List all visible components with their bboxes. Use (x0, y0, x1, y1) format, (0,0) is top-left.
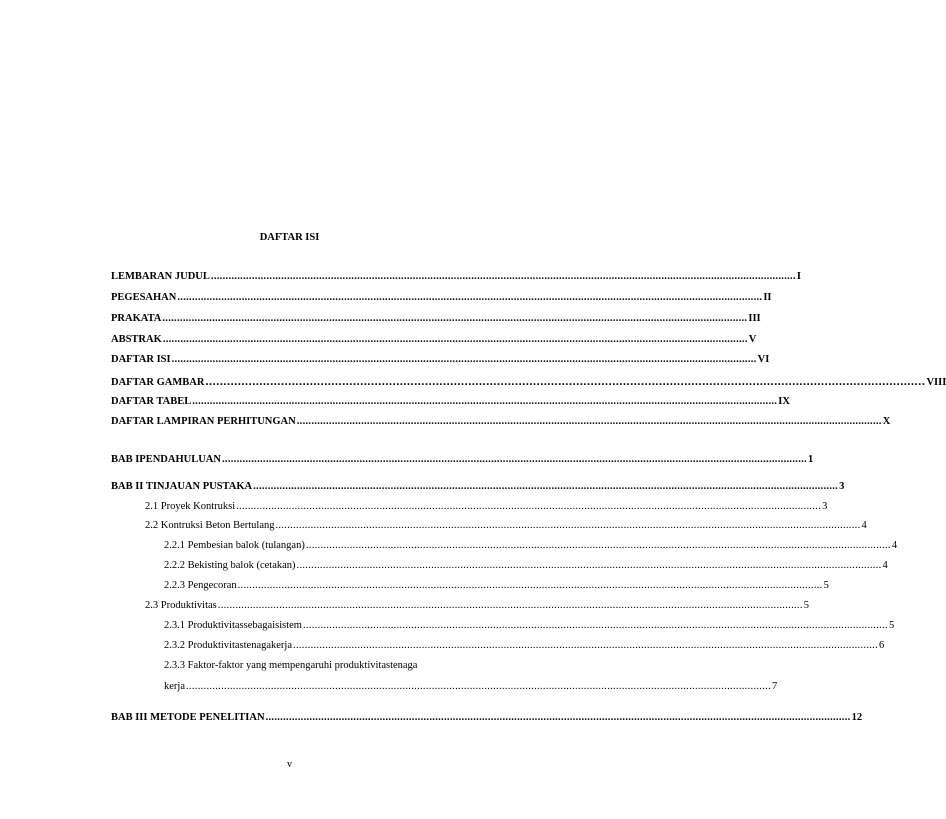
toc-entry-label: DAFTAR GAMBAR (111, 377, 205, 388)
leader-dots: ........................................................................................................................................................................................................ (305, 540, 891, 551)
toc-entry (111, 480, 845, 494)
leader-dots: ........................................................................................................................................................................................................ (192, 396, 778, 407)
toc-entry-label: 2.3 Produktivitas (145, 600, 217, 611)
leader-dots: ........................................................................................................................................................................................................ (302, 620, 888, 631)
leader-dots: ........................................................................................................................................................................................................ (236, 501, 822, 512)
toc-entry-page: III (748, 313, 761, 324)
toc-entry-label: 2.3.2 Produktivitastenagakerja (164, 640, 293, 651)
toc-entry-label: ABSTRAK (111, 334, 162, 345)
toc-entry (111, 333, 757, 347)
toc-entry-page: 4 (891, 540, 898, 551)
toc-entry-label: 2.3.3 Faktor-faktor yang mempengaruhi produktivitastenaga (164, 660, 418, 671)
leader-dots: ........................................................................................................................................................................................................ (162, 313, 748, 324)
leader-dots: ........................................................................................................................................................................................................ (265, 712, 851, 723)
toc-entry-label: BAB II TINJAUAN PUSTAKA (111, 481, 253, 492)
toc-entry-page: 5 (888, 620, 895, 631)
toc-entry-label: LEMBARAN JUDUL (111, 271, 210, 282)
toc-entry-page: 4 (861, 520, 867, 531)
toc-entry-page: V (748, 334, 757, 345)
toc-entry-page: X (882, 416, 891, 427)
page-title: DAFTAR ISI (259, 232, 320, 243)
toc-entry-label: PEGESAHAN (111, 292, 177, 303)
leader-dots: ........................................................................................................................................................................................................ (186, 681, 771, 692)
leader-dots: ........................................................................................................................................................................................................ (171, 354, 757, 365)
toc-entry-label: BAB III METODE PENELITIAN (111, 712, 265, 723)
toc-entry (145, 519, 867, 533)
leader-dots: ........................................................................................................................................................................................................ (177, 292, 763, 303)
toc-entry (145, 599, 810, 613)
toc-entry-page: 3 (822, 501, 828, 512)
toc-entry-page: II (763, 292, 772, 303)
page-number: v (287, 759, 292, 770)
toc-entry-label: 2.1 Proyek Kontruksi (145, 501, 236, 512)
toc-entry (164, 639, 885, 653)
toc-entry-label: 2.2.3 Pengecoran (164, 580, 237, 591)
toc-entry-label: 2.3.1 Produktivitassebagaisistem (164, 620, 302, 631)
toc-entry-page: 4 (882, 560, 888, 571)
toc-entry-page: 12 (851, 712, 863, 723)
toc-entry (111, 291, 772, 305)
toc-entry (164, 579, 829, 593)
toc-entry (111, 270, 801, 284)
leader-dots: ........................................................................................................................................................................................................ (237, 580, 823, 591)
toc-entry (111, 374, 946, 390)
toc-entry-label: 2.2 Kontruksi Beton Bertulang (145, 520, 275, 531)
toc-entry (164, 680, 778, 694)
leader-dots: ........................................................................................................................................................................................................ (253, 481, 839, 492)
toc-entry-page: VIII (926, 377, 946, 388)
toc-entry-page: 1 (807, 454, 814, 465)
toc-entry-page: 3 (839, 481, 845, 492)
toc-entry-page: I (796, 271, 801, 282)
toc-entry (111, 395, 790, 409)
toc-entry-label: 2.2.1 Pembesian balok (tulangan) (164, 540, 305, 551)
leader-dots: ........................................................................................................................................................................................................ (205, 374, 926, 388)
leader-dots: ........................................................................................................................................................................................................ (275, 520, 861, 531)
leader-dots: ........................................................................................................................................................................................................ (162, 334, 748, 345)
toc-entry-page: VI (757, 354, 770, 365)
toc-entry-label: PRAKATA (111, 313, 162, 324)
leader-dots: ........................................................................................................................................................................................................ (221, 454, 807, 465)
toc-entry (111, 312, 761, 326)
toc-entry (111, 415, 891, 429)
toc-entry-page: 5 (803, 600, 810, 611)
leader-dots: ........................................................................................................................................................................................................ (210, 271, 796, 282)
toc-entry-label: 2.2.2 Bekisting balok (cetakan) (164, 560, 296, 571)
toc-entry-page: 7 (772, 681, 778, 692)
toc-entry (111, 453, 814, 467)
leader-dots: ........................................................................................................................................................................................................ (293, 640, 879, 651)
leader-dots: ........................................................................................................................................................................................................ (296, 416, 882, 427)
leader-dots: ........................................................................................................................................................................................................ (296, 560, 882, 571)
toc-entry (111, 711, 863, 725)
toc-entry (164, 619, 895, 633)
toc-entry-label: kerja (164, 681, 185, 692)
toc-entry (164, 539, 898, 553)
toc-entry-label: DAFTAR TABEL (111, 396, 192, 407)
leader-dots: ........................................................................................................................................................................................................ (217, 600, 803, 611)
toc-entry (111, 353, 770, 367)
toc-entry-label: BAB IPENDAHULUAN (111, 454, 221, 465)
toc-entry-page: IX (778, 396, 790, 407)
toc-entry-label: DAFTAR LAMPIRAN PERHITUNGAN (111, 416, 296, 427)
toc-entry (164, 559, 888, 573)
toc-entry-label: DAFTAR ISI (111, 354, 171, 365)
toc-entry-page: 6 (879, 640, 885, 651)
toc-entry-page: 5 (823, 580, 829, 591)
toc-entry (145, 500, 828, 514)
